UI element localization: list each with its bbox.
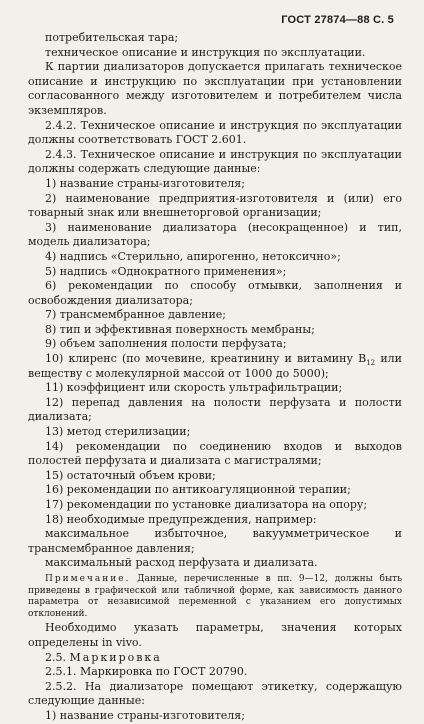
list-item: 7) трансмембранное давление;: [45, 308, 227, 322]
text-line: потребительская тара;: [45, 31, 179, 44]
list-item-text: 10) клиренс (по мочевине, креатинину и витамину B: [45, 352, 367, 366]
list-item: 6) рекомендации по способу отмывки, заполнения и освобождения диализатора;: [28, 279, 402, 307]
list-item: 1) название страны-изготовителя;: [45, 708, 245, 722]
text-line: техническое описание и инструкция по эксплуатации.: [45, 45, 366, 59]
list-item: 9) объем заполнения полости перфузата;: [45, 337, 287, 351]
paragraph: К партии диализаторов допускается прилагать техническое описание и инструкцию по эксплуатации при установлении согласованного между изготовителем и потребителем числа экземпляров.: [28, 60, 402, 117]
document-body: [28, 31, 402, 724]
clause-2-5-1: 2.5.1. Маркировка по ГОСТ 20790.: [45, 665, 248, 679]
list-item: 4) надпись «Стерильно, апирогенно, нетоксично»;: [45, 249, 341, 263]
list-item: 1) название страны-изготовителя;: [45, 176, 245, 190]
list-item: 16) рекомендации по антикоагуляционной терапии;: [45, 483, 351, 497]
subscript: 12: [366, 359, 376, 368]
list-item: 12) перепад давления на полости перфузата и полости диализата;: [28, 395, 402, 424]
clause-2-4-3: 2.4.3. Техническое описание и инструкция по эксплуатации должны содержать следующие данные:: [28, 147, 402, 176]
note-label: Примечание.: [45, 573, 131, 584]
clause-2-5-2: 2.5.2. На диализаторе помещают этикетку, содержащую следующие данные:: [28, 679, 402, 708]
list-item: 18) необходимые предупреждения, например:: [45, 512, 317, 526]
list-item: [28, 352, 402, 381]
page-header: ГОСТ 27874—88 С. 5: [281, 14, 394, 26]
section-heading: [28, 651, 402, 666]
warning-line: максимальный расход перфузата и диализата.: [45, 556, 318, 570]
section-number: 2.5.: [45, 650, 70, 664]
list-item-text: или веществу с молекулярной массой от 1000 до 5000);: [28, 352, 403, 380]
note-text: Данные, перечисленные в пп. 9—12, должны быть приведены в графической или табличной форме, как зависимость данного параметра от независимой переменной с указанием его допустимых отклонений.: [28, 573, 402, 619]
list-item: 17) рекомендации по установке диализатора на опору;: [45, 498, 368, 511]
list-item: 8) тип и эффективная поверхность мембраны;: [45, 322, 315, 336]
warning-line: максимальное избыточное, вакуумметрическое и трансмембранное давления;: [28, 527, 402, 555]
list-item: 2) наименование предприятия-изготовителя и (или) его товарный знак или внешнеторговой организации;: [28, 191, 402, 220]
paragraph: Необходимо указать параметры, значения которых определены in vivo.: [28, 621, 402, 649]
list-item: 11) коэффициент или скорость ультрафильтрации;: [45, 381, 343, 395]
list-item: 13) метод стерилизации;: [45, 425, 191, 439]
clause-2-4-2: 2.4.2. Техническое описание и инструкция по эксплуатации должны соответствовать ГОСТ 2.601.: [28, 118, 402, 147]
section-title: Маркировка: [69, 650, 162, 664]
list-item: 14) рекомендации по соединению входов и выходов полостей перфузата и диализата с магистралями;: [28, 439, 402, 468]
list-item: 15) остаточный объем крови;: [45, 468, 216, 482]
list-item: 3) наименование диализатора (несокращенное) и тип, модель диализатора;: [28, 220, 402, 249]
list-item: 5) надпись «Однократного применения»;: [45, 264, 287, 278]
note: [28, 574, 402, 620]
